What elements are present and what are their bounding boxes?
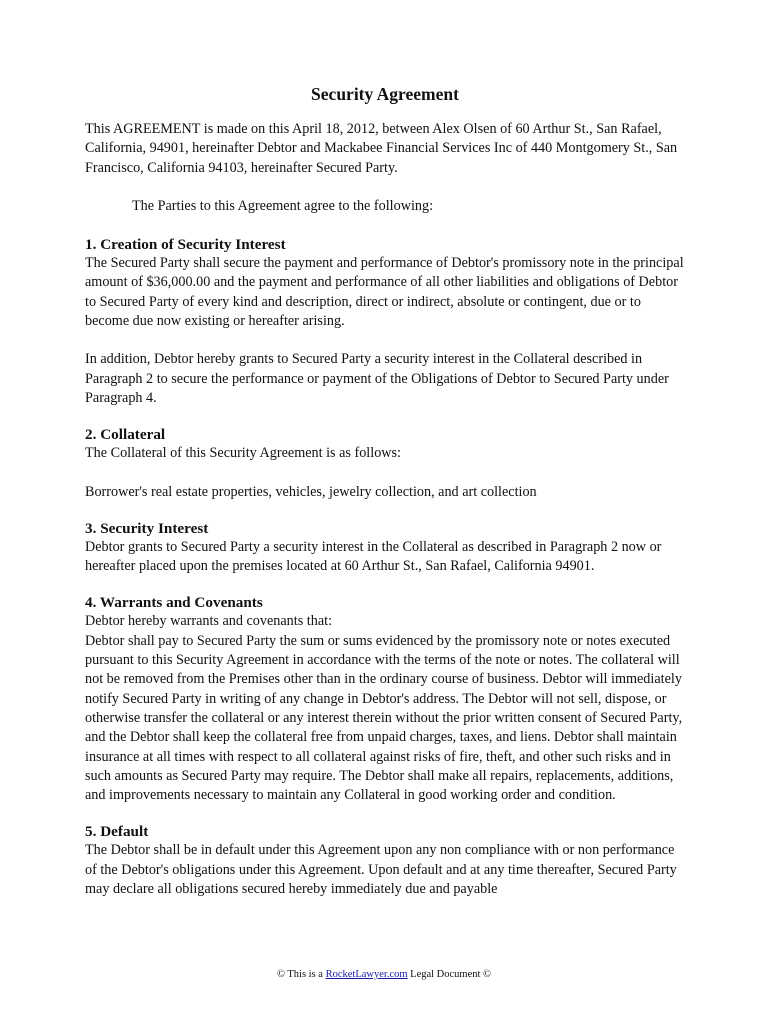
footer-prefix: © This is a <box>276 969 326 980</box>
section-paragraph: Borrower's real estate properties, vehicles, jewelry collection, and art collection <box>85 483 537 500</box>
section-paragraph: Debtor grants to Secured Party a security interest in the Collateral as described in Paragraph 2 now or hereafter placed upon the premises located at 60 Arthur St., San Rafael, California 94901. <box>85 538 662 575</box>
section-paragraph: The Secured Party shall secure the payment and performance of Debtor's promissory note in the principal amount of $36,000.00 and the payment and performance of all other liabilities and obligations of Debtor to Secured Party of every kind and description, direct or indirect, absolute or contingent, due or to become due now existing or hereafter arising. <box>85 255 684 330</box>
section-heading: 2. Collateral <box>85 426 166 444</box>
section-creation-of-security-interest <box>85 235 685 408</box>
section-heading: 4. Warrants and Covenants <box>85 594 263 612</box>
parties-line: The Parties to this Agreement agree to the following: <box>132 197 434 214</box>
footer-suffix: Legal Document © <box>407 969 492 980</box>
document-title: Security Agreement <box>311 84 459 104</box>
document-footer <box>0 968 768 982</box>
section-heading: 1. Creation of Security Interest <box>85 236 286 254</box>
document-page <box>85 82 685 916</box>
section-default <box>85 822 685 899</box>
section-heading: 3. Security Interest <box>85 519 209 537</box>
section-warrants-and-covenants <box>85 593 685 805</box>
section-paragraph: Debtor hereby warrants and covenants that: <box>85 613 333 630</box>
section-heading: 5. Default <box>85 823 149 841</box>
section-paragraph: The Collateral of this Security Agreement is as follows: <box>85 445 401 462</box>
intro-paragraph: This AGREEMENT is made on this April 18, 2012, between Alex Olsen of 60 Arthur St., San Rafael, California, 94901, hereinafter Debtor and Mackabee Financial Services Inc of 440 Montgomery St., San Francisco, California 94103, hereinafter Secured Party. <box>85 121 678 176</box>
section-security-interest <box>85 519 685 577</box>
section-paragraph: The Debtor shall be in default under this Agreement upon any non compliance with or non performance of the Debtor's obligations under this Agreement. Upon default and at any time thereafter, Secured Party may declare all obligations secured hereby immediately due and payable <box>85 842 677 898</box>
section-paragraph: In addition, Debtor hereby grants to Secured Party a security interest in the Collateral described in Paragraph 2 to secure the performance or payment of the Obligations of Debtor to Secured Party under Paragraph 4. <box>85 351 669 406</box>
section-collateral <box>85 425 685 502</box>
section-paragraph: Debtor shall pay to Secured Party the sum or sums evidenced by the promissory note or notes executed pursuant to this Security Agreement in accordance with the terms of the note or notes. The collateral will not be removed from the Premises other than in the ordinary course of business. Debtor will immediately notify Secured Party in writing of any change in Debtor's address. The Debtor will not sell, dispose, or otherwise transfer the collateral or any interest therein without the prior written consent of Secured Party, and the Debtor shall keep the collateral free from unpaid charges, taxes, and liens. Debtor shall maintain insurance at all times with respect to all collateral against risks of fire, theft, and other such risks and in such amounts as Secured Party may require. The Debtor shall make all repairs, replacements, additions, and improvements necessary to maintain any Collateral in good working order and condition. <box>85 632 683 804</box>
rocketlawyer-link[interactable]: RocketLawyer.com <box>325 969 408 980</box>
